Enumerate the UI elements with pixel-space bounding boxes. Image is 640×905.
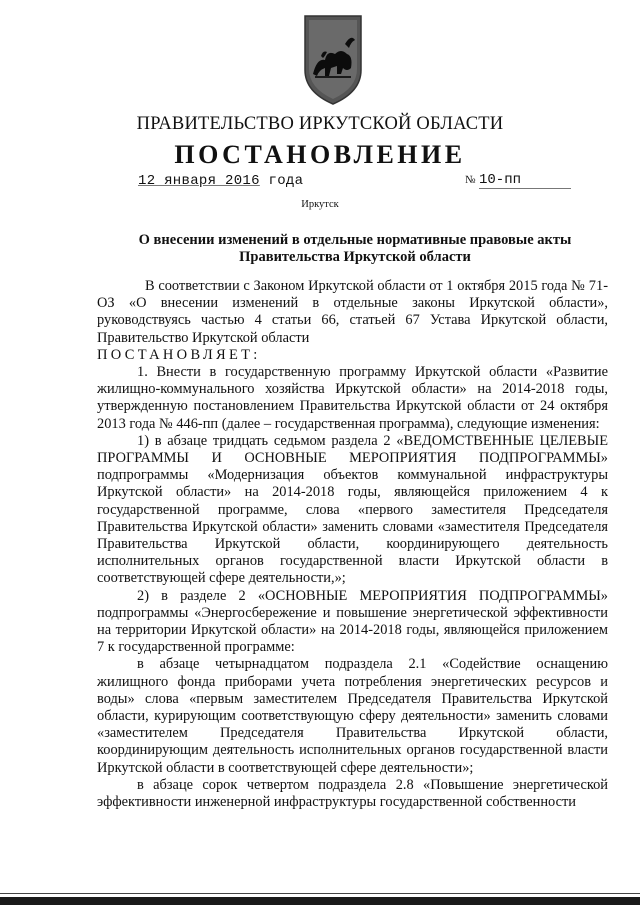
subject-line-2: Правительства Иркутской области <box>239 249 471 265</box>
preamble-paragraph: В соответствии с Законом Иркутской области от 1 октября 2015 года № 71-ОЗ «О внесении изменений в отдельные законы Иркутской области», руководствуясь частью 4 статьи 66, статьей 67 Устава Иркутской области, Правительство Иркутской области <box>97 278 608 346</box>
coat-of-arms-icon <box>301 14 365 106</box>
item-1-2-paragraph: 2) в разделе 2 «ОСНОВНЫЕ МЕРОПРИЯТИЯ ПОДПРОГРАММЫ» подпрограммы «Энергосбережение и повышение энергетической эффективности на территории Иркутской области» на 2014-2018 годы, являющейся приложением 7 к государственной программе: <box>97 587 608 656</box>
subject-line-1: О внесении изменений в отдельные нормативные правовые акты <box>138 232 572 248</box>
document-number <box>465 172 571 189</box>
number-value: 10-пп <box>479 172 571 189</box>
item-1-1-paragraph: 1) в абзаце тридцать седьмом раздела 2 «ВЕДОМСТВЕННЫЕ ЦЕЛЕВЫЕ ПРОГРАММЫ И ОСНОВНЫЕ МЕРОПРИЯТИЯ ПОДПРОГРАММЫ» подпрограммы «Модернизация объектов коммунальной инфраструктуры Иркутской области» на 2014-2018 годы, являющейся приложением 4 к государственной программе, слова «первого заместителя Председателя Правительства Иркутской области» заменить словами «заместителя Председателя Правительства Иркутской области, координирующего деятельность исполнительных органов государственной власти Иркутской области в соответствующей сфере деятельности,»; <box>97 432 608 587</box>
date-value: 12 января 2016 <box>138 173 260 189</box>
resolve-heading: ПОСТАНОВЛЯЕТ: <box>97 346 261 363</box>
scan-edge-line <box>0 893 640 894</box>
city-name: Иркутск <box>301 199 339 210</box>
organization-name: ПРАВИТЕЛЬСТВО ИРКУТСКОЙ ОБЛАСТИ <box>136 114 504 134</box>
item-1-2-b-paragraph: в абзаце сорок четвертом подраздела 2.8 «Повышение энергетической эффективности инженерной инфраструктуры государственной собственности <box>97 776 608 811</box>
item-1-2-a-paragraph: в абзаце четырнадцатом подраздела 2.1 «Содействие оснащению жилищного фонда приборами учета потребления энергетических ресурсов и воды» слова «первым заместителем Председателя Правительства Иркутской области, курирующим соответствующую сферу деятельности» заменить словами «заместителем Председателя Правительства Иркутской области, координирующим деятельность исполнительных органов государственной власти Иркутской области в соответствующей сфере деятельности»; <box>97 656 608 776</box>
document-date <box>138 173 303 189</box>
document-body <box>97 278 608 811</box>
item-1-paragraph: 1. Внести в государственную программу Иркутской области «Развитие жилищно-коммунального хозяйства Иркутской области» на 2014-2018 годы, утвержденную постановлением Правительства Иркутской области от 24 октября 2013 года № 446-пп (далее – государственная программа), следующие изменения: <box>97 364 608 432</box>
document-subject <box>96 232 614 266</box>
date-suffix: года <box>268 173 304 189</box>
scan-bottom-border <box>0 897 640 905</box>
document-type-title: ПОСТАНОВЛЕНИЕ <box>174 140 466 169</box>
number-label: № <box>465 174 476 186</box>
